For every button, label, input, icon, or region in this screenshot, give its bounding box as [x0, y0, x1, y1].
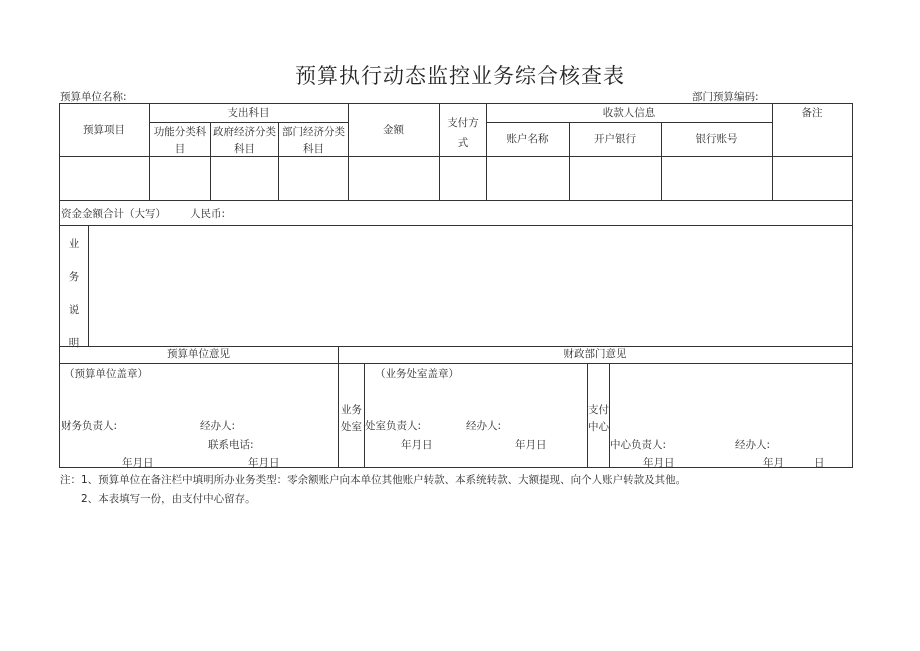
header-account-name: 账户名称	[506, 133, 549, 145]
page-title: 预算执行动态监控业务综合核查表	[295, 64, 625, 88]
center-date-2-ym: 年月	[763, 457, 784, 469]
business-office-label: 业务处室	[341, 404, 362, 433]
header-dept-econ-class: 部门经济分类科目	[282, 126, 345, 155]
note-1: 注：1、预算单位在备注栏中填明所办业务类型：零余额账户向本单位其他账户转款、本系统转款、大额提现、向个人账户转款及其他。	[60, 474, 687, 486]
unit-handler-label: 经办人:	[200, 420, 236, 432]
header-gov-econ-class: 政府经济分类科目	[213, 126, 276, 155]
finance-dept-opinion: 财政部门意见	[563, 348, 627, 360]
payment-center-label: 支付中心	[588, 404, 609, 433]
header-expense-subject: 支出科目	[227, 107, 270, 119]
unit-name-label: 预算单位名称:	[60, 91, 127, 103]
center-head-label: 中心负责人:	[610, 439, 667, 451]
office-head-label: 处室负责人:	[365, 420, 422, 432]
unit-seal: （预算单位盖章）	[64, 368, 148, 380]
unit-date-1: 年月日	[122, 457, 154, 469]
contact-phone-label: 联系电话:	[208, 439, 254, 451]
header-bank: 开户银行	[594, 133, 636, 145]
office-date-2: 年月日	[515, 439, 547, 451]
office-date-1: 年月日	[401, 439, 433, 451]
budget-unit-opinion: 预算单位意见	[167, 348, 230, 360]
unit-date-2: 年月日	[248, 457, 280, 469]
header-amount: 金额	[383, 124, 404, 136]
total-amount-label: 资金金额合计（大写）	[61, 208, 166, 220]
center-date-1: 年月日	[643, 457, 675, 469]
office-seal: （业务处室盖章）	[375, 368, 459, 380]
header-remarks: 备注	[801, 107, 823, 119]
header-payment-method: 支付方式	[447, 117, 479, 149]
note-2: 2、本表填写一份，由支付中心留存。	[81, 493, 256, 505]
dept-code-label: 部门预算编码:	[692, 91, 759, 103]
center-handler-label: 经办人:	[735, 439, 771, 451]
office-handler-label: 经办人:	[466, 420, 502, 432]
finance-head-label: 财务负责人:	[61, 420, 118, 432]
header-func-class: 功能分类科目	[153, 126, 207, 155]
center-date-2-day: 日	[814, 457, 825, 469]
header-budget-item: 预算项目	[83, 124, 125, 136]
rmb-label: 人民币:	[190, 208, 226, 220]
business-desc-label: 业务说明	[68, 238, 80, 349]
header-account-number: 银行账号	[695, 133, 738, 145]
header-payee-info: 收款人信息	[602, 107, 656, 119]
